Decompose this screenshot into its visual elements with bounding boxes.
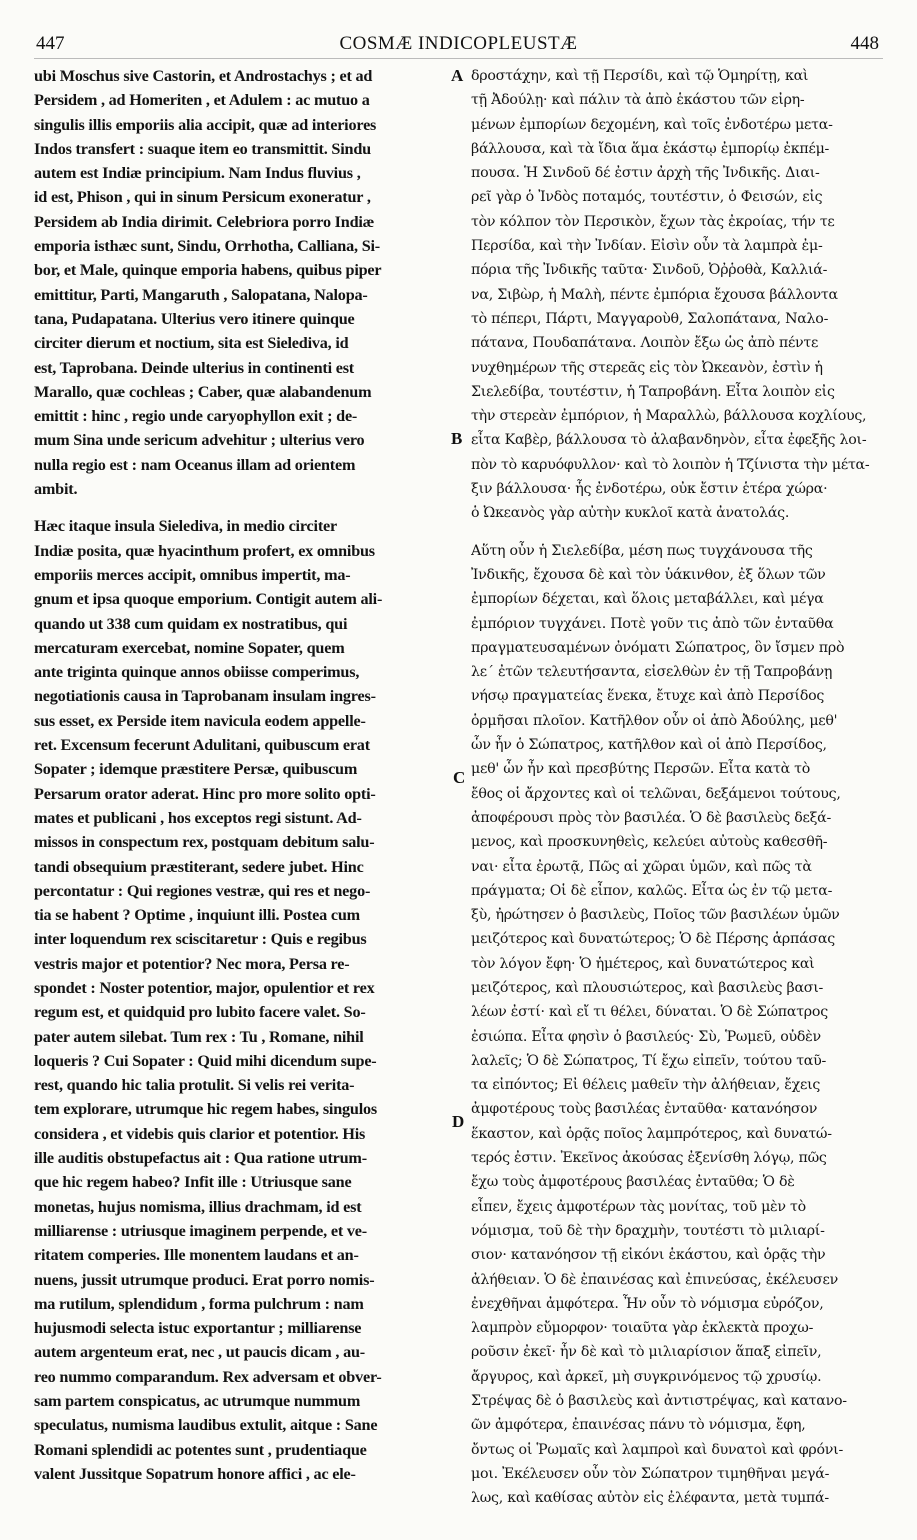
latin-text-line: mum Sina unde sericum advehitur ; ulterius vero bbox=[34, 431, 365, 450]
latin-text-line: negotiationis causa in Taprobanam insulam ingres- bbox=[34, 687, 376, 706]
latin-text-line: ubi Moschus sive Castorin, et Androstachys ; et ad bbox=[34, 67, 373, 85]
latin-text-line: sam partem conspicatus, ac utrumque nummum bbox=[34, 1392, 361, 1411]
greek-text-line: ἀποφέρουσι πρὸς τὸν βασιλέα. Ὁ δὲ βασιλεὺς δεξά- bbox=[471, 809, 832, 826]
latin-text-line: singulis illis emporiis alia accipit, quæ ad interiores bbox=[34, 115, 377, 134]
latin-text-line: Indos transfert : suaque item eo transmittit. Sindu bbox=[34, 139, 371, 158]
latin-text-line: Persidem ab India dirimit. Celebriora porro Indiæ bbox=[34, 212, 375, 231]
running-title: COSMÆ INDICOPLEUSTÆ bbox=[339, 33, 578, 54]
greek-text-line: ἐμπορίων δέχεται, καὶ ὅλοις μεταβάλλει, καὶ μέγα bbox=[471, 591, 824, 608]
greek-text-line: πάτανα, Πουδαπάτανα. Λοιπὸν ἔξω ὡς ἀπὸ πέντε bbox=[471, 335, 819, 352]
left-page-number: 447 bbox=[36, 33, 65, 54]
latin-text-line: ambit. bbox=[34, 480, 78, 499]
greek-text-line: Στρέψας δὲ ὁ βασιλεὺς καὶ ἀντιστρέψας, καὶ κατανο- bbox=[471, 1393, 847, 1410]
greek-text-line: λως, καὶ καθίσας αὐτὸν εἰς ἐλέφαντα, μετὰ τυμπά- bbox=[471, 1490, 829, 1507]
margin-letter-c: C bbox=[453, 768, 466, 787]
greek-text-line: ἀλήθειαν. Ὁ δὲ ἐπαινέσας καὶ ἐπινεύσας, ἐκέλευσεν bbox=[471, 1271, 838, 1288]
latin-text-line: reo nummo comparandum. Rex adversam et obver- bbox=[34, 1367, 382, 1386]
greek-text-line: λαλεῖς; Ὁ δὲ Σώπατρος, Τί ἔχω εἰπεῖν, τούτου ταῦ- bbox=[471, 1052, 827, 1069]
greek-text-line: λαμπρὸν εὔμορφον· τοιαῦτα γὰρ ἐκλεκτὰ προχω- bbox=[471, 1320, 814, 1337]
latin-text-line: sus esset, ex Perside item navicula eodem appelle- bbox=[34, 711, 366, 730]
greek-text-line: πὸν τὸ καρυόφυλλον· καὶ τὸ λοιπὸν ἡ Τζίνιστα τὴν μέτα- bbox=[471, 456, 870, 473]
greek-text-line: ξὺ, ἠρώτησεν ὁ βασιλεὺς, Ποῖος τῶν βασιλέων ὑμῶν bbox=[471, 907, 840, 924]
greek-text-line: λε´ ἐτῶν τελευτήσαντα, εἰσελθὼν ἐν τῇ Ταπροβάνῃ bbox=[471, 664, 833, 681]
latin-text-line: speculatus, numisma laudibus extulit, aitque : Sane bbox=[34, 1416, 378, 1435]
greek-paragraph-1 bbox=[471, 64, 883, 526]
greek-text-line: να, Σιβὼρ, ἡ Μαλὴ, πέντε ἐμπόρια ἔχουσα βάλλοντα bbox=[471, 286, 838, 303]
greek-paragraph-2 bbox=[471, 539, 883, 1511]
greek-text-line: μένων ἐμπορίων δεχομένη, καὶ τοῖς ἐνδοτέρω μετα- bbox=[471, 116, 833, 133]
latin-text-line: Marallo, quæ cochleas ; Caber, quæ alabandenum bbox=[34, 382, 372, 401]
latin-paragraph-2 bbox=[34, 514, 454, 1486]
greek-text-line: μοι. Ἐκέλευσεν οὖν τὸν Σώπατρον τιμηθῆναι μεγά- bbox=[471, 1465, 830, 1482]
latin-text-line: gnum et ipsa quoque emporium. Contigit autem ali- bbox=[34, 590, 383, 609]
greek-text-line: βάλλουσα, καὶ τὰ ἴδια ἅμα ἑκάστῳ ἐμπορίῳ ἐκπέμ- bbox=[471, 140, 830, 157]
latin-text-line: loqueris ? Cui Sopater : Quid mihi dicendum supe- bbox=[34, 1051, 377, 1070]
latin-text-line: emittit : hinc , regio unde caryophyllon exit ; de- bbox=[34, 407, 358, 426]
latin-text-line: bor, et Male, quinque emporia habens, quibus piper bbox=[34, 261, 382, 280]
greek-text-line: Αὕτη οὖν ἡ Σιελεδίβα, μέση πως τυγχάνουσα τῆς bbox=[471, 542, 813, 559]
greek-text-line: ἔχω τοὺς ἀμφοτέρους βασιλέας ἐνταῦθα; Ὁ δὲ bbox=[471, 1174, 795, 1191]
greek-text-line: ναι· εἶτα ἐρωτᾷ, Πῶς αἱ χῶραι ὑμῶν, καὶ πῶς τὰ bbox=[471, 858, 812, 875]
latin-text-line: nulla regio est : nam Oceanus illam ad orientem bbox=[34, 455, 356, 474]
latin-text-line: mates et publicani , hos exceptos regi sistunt. Ad- bbox=[34, 808, 362, 827]
right-page-number: 448 bbox=[850, 33, 879, 54]
latin-text-line: tana, Pudapatana. Ulterius vero itinere quinque bbox=[34, 309, 355, 328]
greek-text-line: λέων ἐστί· καὶ εἴ τι θέλει, δύναται. Ὁ δὲ Σώπατρος bbox=[471, 1004, 828, 1021]
latin-text-line: missos in conspectum rex, postquam debitum salu- bbox=[34, 833, 375, 852]
greek-text-line: μειζότερος καὶ δυνατώτερος; Ὁ δὲ Πέρσης ἁρπάσας bbox=[471, 931, 835, 948]
paragraph-gap bbox=[34, 501, 454, 514]
greek-text-line: Περσίδα, καὶ τὴν Ἰνδίαν. Εἰσὶν οὖν τὰ λαμπρὰ ἐμ- bbox=[471, 238, 823, 255]
greek-text-line: εἶπεν, ἔχεις ἀμφοτέρων τὰς μονίτας, τοῦ μὲν τὸ bbox=[471, 1198, 806, 1215]
greek-text-line: πουσα. Ἡ Σινδοῦ δέ ἐστιν ἀρχὴ τῆς Ἰνδικῆς. Διαι- bbox=[471, 165, 820, 182]
greek-text-line: Ἰνδικῆς, ἔχουσα δὲ καὶ τὸν ὑάκινθον, ἐξ ὅλων τῶν bbox=[471, 566, 826, 583]
greek-text-line: πράγματα; Οἱ δὲ εἶπον, καλῶς. Εἶτα ὡς ἐν τῷ μετα- bbox=[471, 882, 833, 899]
greek-text-line: ῶν ἀμφότερα, ἐπαινέσας πάνυ τὸ νόμισμα, ἔφη, bbox=[471, 1417, 806, 1434]
latin-text-line: spondet : Noster potentior, major, opulentior et rex bbox=[34, 978, 375, 997]
latin-text-line: ma rutilum, splendidum , forma pulchrum : nam bbox=[34, 1294, 364, 1313]
margin-letter-d: D bbox=[452, 1112, 465, 1131]
greek-text-line: τερός ἐστιν. Ἐκεῖνος ἀκούσας ἐξενίσθη λόγῳ, πῶς bbox=[471, 1150, 827, 1167]
greek-text-line: σιον· κατανόησον τῇ εἰκόνι ἑκάστου, καὶ ὁρᾷς τὴν bbox=[471, 1247, 826, 1264]
latin-text-line: est, Taprobana. Deinde ulterius in continenti est bbox=[34, 358, 354, 377]
greek-text-line: ξιν βάλλουσα· ἧς ἐνδοτέρω, οὐκ ἔστιν ἑτέρα χώρα· bbox=[471, 481, 828, 498]
greek-text-line: ὧν ἦν ὁ Σώπατρος, κατῆλθον καὶ οἱ ἀπὸ Περσίδος, bbox=[471, 737, 827, 754]
greek-text-line: τῇ Ἀδούλῃ· καὶ πάλιν τὰ ἀπὸ ἑκάστου τῶν εἰρη- bbox=[471, 92, 805, 109]
greek-text-line: ροῦσιν ἐκεῖ· ἦν δὲ καὶ τὸ μιλιαρίσιον ἅπαξ εἰπεῖν, bbox=[471, 1344, 822, 1361]
header-rule bbox=[34, 58, 883, 59]
margin-letter-a: A bbox=[451, 66, 464, 85]
greek-text-line: εἶτα Καβὲρ, βάλλουσα τὸ ἀλαβανδηνὸν, εἶτα ἐφεξῆς λοι- bbox=[471, 432, 867, 449]
greek-text-line: νήσῳ πραγματείας ἕνεκα, ἔτυχε καὶ ἀπὸ Περσίδος bbox=[471, 688, 825, 705]
greek-text-line: ἀμφοτέρους τοὺς βασιλέας ἐνταῦθα· κατανόησον bbox=[471, 1101, 818, 1118]
latin-text-line: monetas, hujus nomisma, illius drachmam, id est bbox=[34, 1197, 362, 1216]
greek-text-line: τὸ πέπερι, Πάρτι, Μαγγαροὺθ, Σαλοπάτανα, Ναλο- bbox=[471, 310, 829, 327]
latin-column bbox=[34, 64, 454, 1486]
latin-text-line: Persarum orator aderat. Hinc pro more solito opti- bbox=[34, 784, 376, 803]
greek-text-line: ἐνεχθῆναι ἀμφότερα. Ἦν οὖν τὸ νόμισμα εὐρόζον, bbox=[471, 1295, 824, 1312]
greek-text-line: πόρια τῆς Ἰνδικῆς ταῦτα· Σινδοῦ, Ὀῤῥοθὰ, Καλλιά- bbox=[471, 262, 828, 279]
latin-text-line: ante triginta quinque annos obiisse comperimus, bbox=[34, 663, 360, 682]
latin-text-line: tem explorare, utrumque hic regem habes, singulos bbox=[34, 1100, 378, 1119]
latin-text-line: ille auditis obstupefactus ait : Qua ratione utrum- bbox=[34, 1149, 367, 1168]
latin-text-line: Persidem , ad Homeriten , et Adulem : ac mutuo a bbox=[34, 91, 370, 110]
latin-text-line: mercaturam exercebat, nomine Sopater, quem bbox=[34, 638, 345, 657]
latin-text-line: Sopater ; idemque præstitere Persæ, quibuscum bbox=[34, 760, 358, 779]
latin-text-line: quando ut 338 cum quidam ex nostratibus, qui bbox=[34, 614, 348, 633]
latin-text-line: Indiæ posita, quæ hyacinthum profert, ex omnibus bbox=[34, 541, 375, 560]
margin-letter-b: B bbox=[451, 429, 463, 448]
greek-text-line: ἐσιώπα. Εἶτα φησὶν ὁ βασιλεύς· Σὺ, Ῥωμεῦ, οὐδὲν bbox=[471, 1028, 821, 1045]
latin-text-line: Hæc itaque insula Sielediva, in medio circiter bbox=[34, 517, 337, 536]
latin-text-line: emittitur, Parti, Mangaruth , Salopatana, Nalopa- bbox=[34, 285, 368, 304]
greek-text-line: Σιελεδίβα, τουτέστιν, ἡ Ταπροβάνη. Εἶτα λοιπὸν εἰς bbox=[471, 383, 835, 400]
greek-text-line: ἕκαστον, καὶ ὁρᾷς ποῖος λαμπρότερος, καὶ δυνατώ- bbox=[471, 1125, 832, 1142]
latin-text-line: emporiis merces accipit, omnibus impertit, ma- bbox=[34, 565, 351, 584]
greek-text-line: ρεῖ γὰρ ὁ Ἰνδὸς ποταμός, τουτέστιν, ὁ Φεισών, εἰς bbox=[471, 189, 823, 206]
latin-text-line: regum est, et quidquid pro lubito facere valet. So- bbox=[34, 1003, 366, 1022]
latin-text-line: tia se habent ? Optime , inquiunt illi. Postea cum bbox=[34, 906, 360, 925]
latin-text-line: ritatem comperies. Ille monentem laudans et an- bbox=[34, 1246, 359, 1265]
latin-text-line: autem est Indiæ principium. Nam Indus fluvius , bbox=[34, 164, 361, 183]
latin-text-line: nuens, jussit utrumque produci. Erat porro nomis- bbox=[34, 1270, 375, 1289]
greek-text-line: ὁρμῆσαι πλοῖον. Κατῆλθον οὖν οἱ ἀπὸ Ἀδούλης, μεθ' bbox=[471, 712, 838, 729]
greek-text-line: τα εἰπόντος; Εἰ θέλεις μαθεῖν τὴν ἀλήθειαν, ἔχεις bbox=[471, 1077, 821, 1094]
greek-text-line: τὴν στερεὰν ἐμπόριον, ἡ Μαραλλὼ, βάλλουσα κοχλίους, bbox=[471, 408, 867, 425]
latin-text-line: rest, quando hic talia protulit. Si velis rei verita- bbox=[34, 1076, 355, 1095]
latin-text-line: hujusmodi selecta istuc exportantur ; milliarense bbox=[34, 1319, 362, 1338]
greek-text-line: νυχθημέρων τῆς στερεᾶς εἰς τὸν Ὠκεανὸν, ἐστὶν ἡ bbox=[471, 359, 823, 376]
greek-text-line: ἐμπόριον τυγχάνει. Ποτὲ γοῦν τις ἀπὸ τῶν ἐνταῦθα bbox=[471, 615, 834, 632]
latin-text-line: considera , et videbis quis clarior et potentior. His bbox=[34, 1124, 366, 1143]
latin-text-line: vestris major et potentior? Nec mora, Persa re- bbox=[34, 954, 350, 973]
latin-text-line: percontatur : Qui regiones vestræ, qui res et nego- bbox=[34, 881, 371, 900]
latin-text-line: que hic regem habeo? Infit ille : Utriusque sane bbox=[34, 1173, 352, 1192]
paragraph-gap bbox=[471, 526, 883, 539]
latin-text-line: autem argenteum erat, nec , ut paucis dicam , au- bbox=[34, 1343, 365, 1362]
greek-text-line: μενος, καὶ προσκυνηθεὶς, κελεύει αὐτοὺς καθεσθῆ- bbox=[471, 834, 828, 851]
latin-text-line: inter loquendum rex sciscitaretur : Quis e regibus bbox=[34, 930, 367, 949]
latin-text-line: circiter dierum et noctium, sita est Sielediva, id bbox=[34, 334, 349, 353]
greek-text-line: τὸν κόλπον τὸν Περσικὸν, ἔχων τὰς ἐκροίας, τήν τε bbox=[471, 213, 835, 230]
greek-text-line: ἔθος οἱ ἄρχοντες καὶ οἱ τελῶναι, δεξάμενοι τούτους, bbox=[471, 785, 841, 802]
latin-text-line: emporia isthæc sunt, Sindu, Orrhotha, Calliana, Si- bbox=[34, 237, 380, 256]
greek-text-line: νόμισμα, τοῦ δὲ τὴν δραχμὴν, τουτέστι τὸ μιλιαρί- bbox=[471, 1222, 825, 1239]
greek-column bbox=[471, 64, 883, 1511]
latin-paragraph-1 bbox=[34, 64, 454, 501]
greek-text-line: ἄργυρος, καὶ ἀρκεῖ, μὴ συγκρινόμενος τῷ χρυσίῳ. bbox=[471, 1368, 822, 1385]
greek-text-line: μειζότερος, καὶ πλουσιώτερος, καὶ βασιλεὺς βασι- bbox=[471, 979, 824, 996]
latin-text-line: id est, Phison , qui in sinum Persicum exoneratur , bbox=[34, 188, 371, 207]
greek-text-line: ὁ Ὠκεανὸς γὰρ αὐτὴν κυκλοῖ κατὰ ἀνατολάς. bbox=[471, 505, 790, 522]
latin-text-line: pater autem silebat. Tum rex : Tu , Romane, nihil bbox=[34, 1027, 364, 1046]
latin-text-line: valent Jussitque Sopatrum honore affici , ac ele- bbox=[34, 1464, 356, 1483]
latin-text-line: milliarense : utriusque imaginem perpende, et ve- bbox=[34, 1221, 367, 1240]
latin-text-line: tandi obsequium præstiterant, sedere jubet. Hinc bbox=[34, 857, 364, 876]
greek-text-line: πραγματευσαμένων ὀνόματι Σώπατρος, ὃν ἴσμεν πρὸ bbox=[471, 639, 845, 656]
greek-text-line: τὸν λόγον ἔφη· Ὁ ἡμέτερος, καὶ δυνατώτερος καὶ bbox=[471, 955, 815, 972]
greek-text-line: δροστάχην, καὶ τῇ Περσίδι, καὶ τῷ Ὁμηρίτῃ, καὶ bbox=[471, 68, 809, 84]
latin-text-line: ret. Excensum fecerunt Adulitani, quibuscum erat bbox=[34, 736, 370, 755]
greek-text-line: μεθ' ὧν ἦν καὶ πρεσβύτης Περσῶν. Εἶτα κατὰ τὸ bbox=[471, 761, 811, 778]
latin-text-line: Romani splendidi ac potentes sunt , prudentiaque bbox=[34, 1440, 367, 1459]
greek-text-line: ὄντως οἱ Ῥωμαῖς καὶ λαμπροὶ καὶ δυνατοὶ καὶ φρόνι- bbox=[471, 1441, 844, 1458]
